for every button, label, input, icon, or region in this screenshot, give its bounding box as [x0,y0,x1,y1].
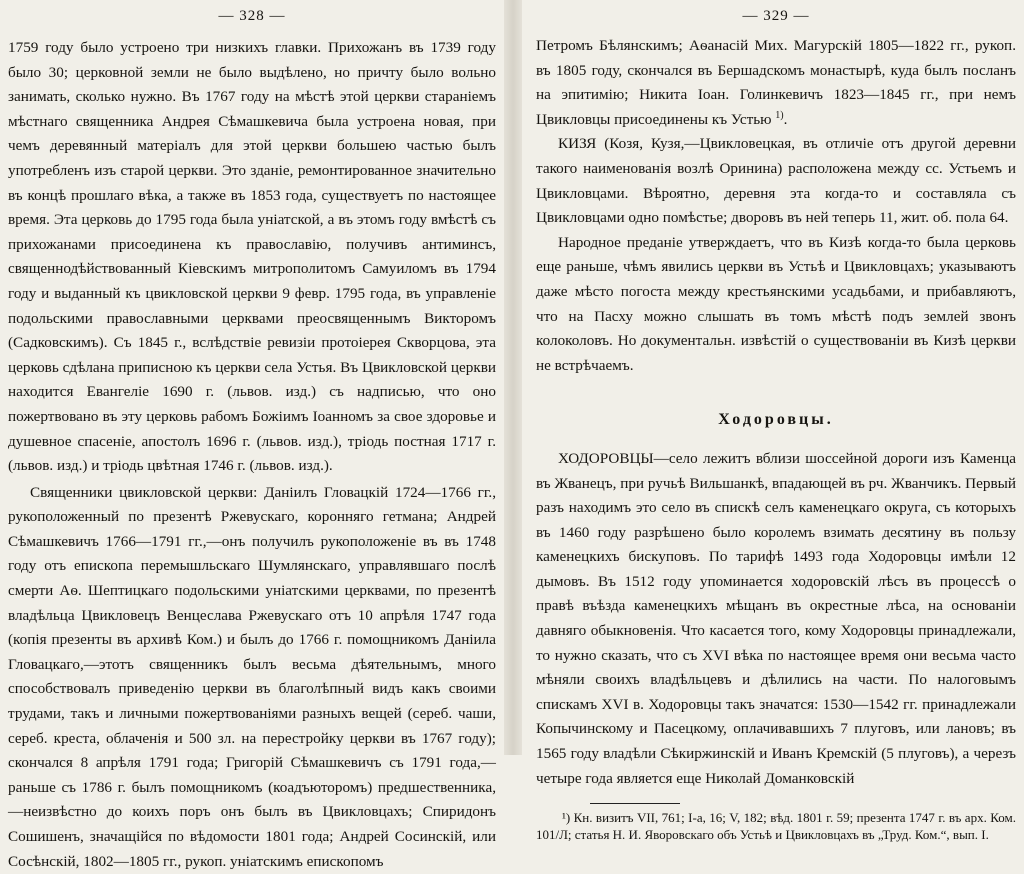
footnote: ¹) Кн. визитъ VII, 761; I-а, 16; V, 182; вѣд. 1801 г. 59; презента 1747 г. въ арх. Ком. 101/Л; статья Н. И. Яворовскаго объ Устьѣ и Цвикловцахъ въ „Труд. Ком.“, вып. I. [536,810,1016,842]
right-column [536,34,1016,843]
body-paragraph: Петромъ Бѣлянскимъ; Аѳанасій Мих. Магурскій 1805—1822 гг., рукоп. въ 1805 году, скончался въ Бершадскомъ монастырѣ, куда былъ посланъ на эпитимію; Никита Іоан. Голинкевичъ 1823—1845 гг., при немъ Цвикловцы присоединены къ Устью $^{1)}$. [536,37,1016,128]
right-page [522,0,1024,842]
book-gutter [504,0,522,755]
footnote-rule [590,803,680,804]
legend-paragraph: Народное преданіе утверждаетъ, что въ Кизѣ когда-то была церковь еще раньше, чѣмъ явились церкви въ Устьѣ и Цвикловцахъ; указываютъ даже мѣсто погоста между крестьянскими усадьбами, и прибавляютъ, что на Пасху можно слышать въ томъ мѣстѣ подъ землей звонъ колоколовъ. Но документальн. извѣстій о существованіи въ Кизѣ церкви не встрѣчаемъ. [536,233,1016,374]
khodorovtsy-paragraph: ХОДОРОВЦЫ—село лежитъ вблизи шоссейной дороги изъ Каменца въ Жванецъ, при ручьѣ Вильшанкѣ, впадающей въ рч. Жванчикъ. Первый разъ находимъ это село въ спискѣ селъ каменецкаго округа, съ которыхъ въ 1460 году разрѣшено было королемъ взимать десятину въ пользу каменецкихъ бискуповъ. По тарифѣ 1493 года Ходоровцы имѣли 12 дымовъ. Въ 1512 году упоминается ходоровскій лѣсъ въ процессѣ о правѣ въѣзда каменецкихъ мѣщанъ въ окрестные лѣса, на основаніи давняго обыкновенія. Что касается того, кому Ходоровцы принадлежали, то нужно сказать, что съ XVI вѣка по настоящее время они весьма часто мѣняли своихъ владѣльцевъ и дѣлились на части. По налоговымъ спискамъ XVI в. Ходоровцы такъ значатся: 1530—1542 гг. принадлежали Копычинскому и Пасецкому, оплачивавшихъ 7 плуговъ, или лановъ; въ 1565 году владѣли Сѣкиржинскій и Иванъ Кремскій (5 плуговъ), а черезъ четыре года является еще Николай Доманковскій [536,449,1016,787]
paragraph-text: Петромъ Бѣлянскимъ; Аѳанасій Мих. Магурскій 1805—1822 гг., рукоп. въ 1805 году, скончался въ Бершадскомъ монастырѣ, куда былъ посланъ на эпитимію; Никита Іоан. Голинкевичъ 1823—1845 гг., при немъ Цвикловцы присоединены къ Устью [536,37,1016,128]
body-paragraph: 1759 году было устроено три низкихъ главки. Прихожанъ въ 1739 году было 30; церковной земли не было выдѣлено, но причту было вольно занимать, сколько нужно. Въ 1767 году на мѣстѣ этой церкви стараніемъ мѣстнаго священника Андрея Сѣмашкевича была устроена новая, при чемъ деревянный матеріалъ для этой церкви большею частью былъ употребленъ изъ старой церкви. Это зданіе, ремонтированное значительно въ концѣ прошлаго вѣка, а также въ 1853 года, существуетъ по настоящее время. Эта церковь до 1795 года была уніатской, а въ этомъ году вмѣстѣ съ прихожанами присоединена къ православію, получивъ антиминсъ, священнодѣйствованный Кіевскимъ митрополитомъ Самуиломъ въ 1794 году и выданный къ цвикловской церкви 9 февр. 1795 года, въ управленіе подольскими православными церквами преосвященнымъ Викторомъ (Садковскимъ). Съ 1845 г., вслѣдствіе ревизіи протоіерея Скворцова, эта церковь сдѣлана приписною къ церкви села Устья. Въ Цвикловской церкви находится Евангеліе 1690 г. (львов. изд.) съ надписью, что оно пожертвовано въ эту церковь рабомъ Божіимъ Іоанномъ за свое здоровье и душевное спасеніе, апостолъ 1696 г. (львов. изд.), тріодь постная 1717 г. (львов. изд.) и тріодь цвѣтная 1746 г. (львов. изд.). [8,39,496,475]
page-number-left: — 328 — [218,8,286,24]
page-number-right: — 329 — [742,8,810,24]
section-heading: Ходоровцы. [718,411,834,429]
left-page [0,0,504,870]
clergy-paragraph: Священники цвикловской церкви: Даніилъ Гловацкій 1724—1766 гг., рукоположенный по презентѣ Ржевускаго, коронняго гетмана; Андрей Сѣмашкевичъ 1766—1791 гг.,—онъ получилъ рукоположеніе въ въ 1748 году отъ епископа перемышльскаго Шумлянскаго, управлявшаго послѣ смерти Аѳ. Шептицкаго подольскими уніатскими церквами, по презентѣ владѣльца Цвикловецъ Венцеслава Ржевускаго отъ 10 апрѣля 1747 года (копія презенты въ архивѣ Ком.) и былъ до 1766 г. помощникомъ Даніила Гловацкаго,—этотъ священникъ былъ весьма дѣятельнымъ, много способствовалъ приведенію церкви въ благолѣпный видъ какъ своими трудами, такъ и личными пожертвованіями разныхъ вещей (сереб. чаши, сереб. креста, облаченія и 500 зл. на перестройку церкви въ 1767 году); скончался 8 апрѣля 1791 года; Григорій Сѣмашкевичъ съ 1791 года,—раньше съ 1786 г. былъ помощникомъ (коадъюторомъ) предшественника,—неизвѣстно до коихъ поръ онъ былъ въ Цвикловцахъ; Спиридонъ Сошишенъ, значащійся по вѣдомости 1801 года; Андрей Сосинскій, или Сосѣнскій, 1802—1805 гг., рукоп. уніатскимъ епископомъ [8,483,496,870]
kizya-paragraph: КИЗЯ (Козя, Кузя,—Цвикловецкая, въ отличіе отъ другой деревни такого наименованія возлѣ Оринина) расположена между сс. Устьемъ и Цвикловцами. Вѣроятно, деревня эта когда-то и составляла съ Цвикловцами одно помѣстье; дворовъ въ ней теперь 11, жит. об. пола 64. [536,135,1016,227]
footnote-marker: 1) [775,109,784,121]
left-column [8,36,496,874]
